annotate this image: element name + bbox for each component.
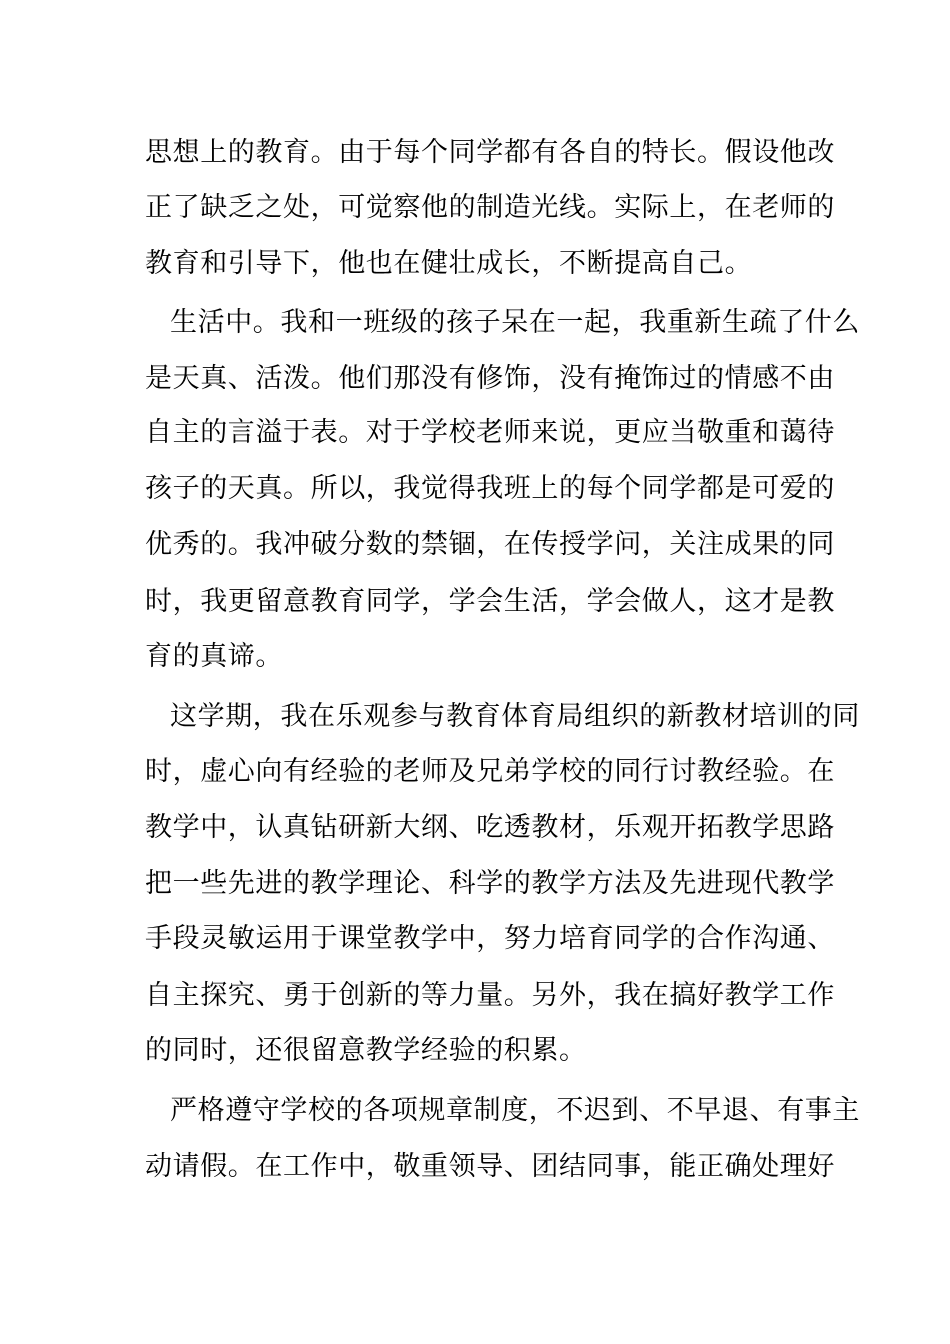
- text-line: 孩子的天真。所以，我觉得我班上的每个同学都是可爱的: [145, 473, 835, 504]
- text-line: 育的真谛。: [145, 641, 283, 672]
- text-line: 时，虚心向有经验的老师及兄弟学校的同行讨教经验。在: [145, 756, 835, 787]
- text-line: 自主探究、勇于创新的等力量。另外，我在搞好教学工作: [145, 980, 835, 1011]
- text-line: 正了缺乏之处，可觉察他的制造光线。实际上，在老师的: [145, 192, 835, 223]
- text-line: 把一些先进的教学理论、科学的教学方法及先进现代教学: [145, 868, 835, 899]
- text-line: 优秀的。我冲破分数的禁锢，在传授学问，关注成果的同: [145, 529, 835, 560]
- text-line: 动请假。在工作中，敬重领导、团结同事，能正确处理好: [145, 1151, 835, 1182]
- text-line: 自主的言溢于表。对于学校老师来说，更应当敬重和蔼待: [145, 417, 835, 448]
- paragraph-first-line: 严格遵守学校的各项规章制度，不迟到、不早退、有事主: [170, 1095, 860, 1126]
- text-line: 是天真、活泼。他们那没有修饰，没有掩饰过的情感不由: [145, 363, 835, 394]
- text-line: 的同时，还很留意教学经验的积累。: [145, 1035, 587, 1066]
- text-line: 手段灵敏运用于课堂教学中，努力培育同学的合作沟通、: [145, 923, 835, 954]
- paragraph-first-line: 生活中。我和一班级的孩子呆在一起，我重新生疏了什么: [170, 307, 860, 338]
- text-line: 教学中，认真钻研新大纲、吃透教材，乐观开拓教学思路: [145, 812, 835, 843]
- text-line: 时，我更留意教育同学，学会生活，学会做人，这才是教: [145, 586, 835, 617]
- paragraph-first-line: 这学期，我在乐观参与教育体育局组织的新教材培训的同: [170, 701, 860, 732]
- text-line: 教育和引导下，他也在健壮成长，不断提高自己。: [145, 248, 753, 279]
- text-line: 思想上的教育。由于每个同学都有各自的特长。假设他改: [145, 137, 835, 168]
